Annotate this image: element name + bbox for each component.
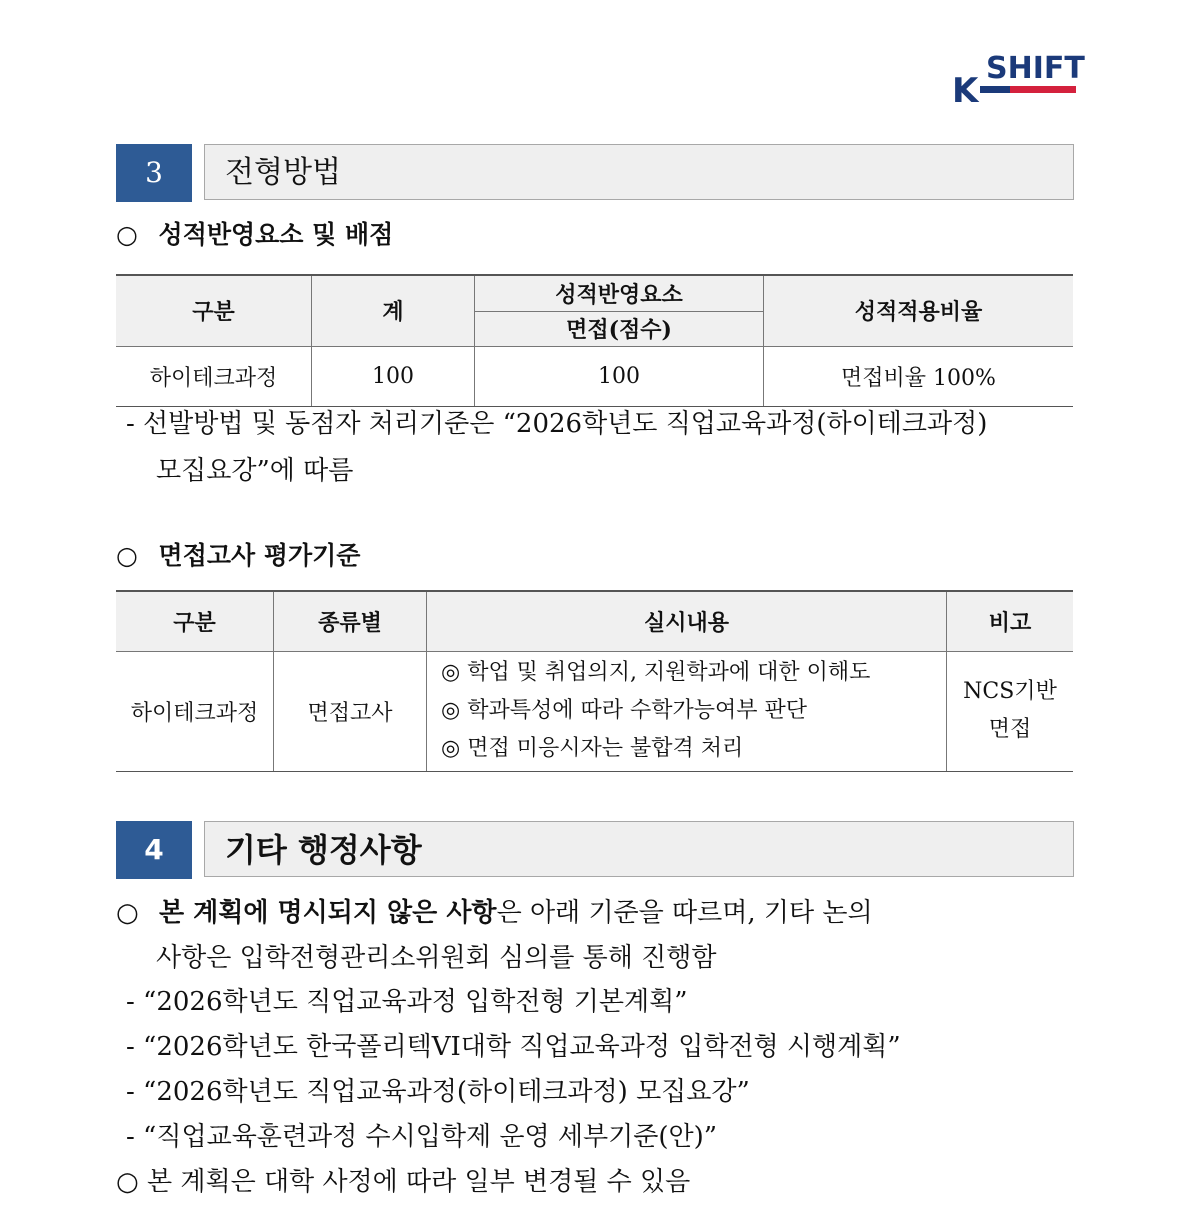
list-item: ◎ 면접 미응시자는 불합격 처리 [441,736,744,761]
sub1-bullet: ○ [116,220,138,249]
s4-ref-4: - “직업교육훈련과정 수시입학제 운영 세부기준(안)” [126,1122,718,1152]
sub2-heading: 면접고사 평가기준 [158,541,361,570]
sub1-heading-line [116,219,393,251]
t2-header-remark: 비고 [947,591,1074,651]
t1-cell-interview: 100 [475,346,764,406]
note1-line2: 모집요강”에 따름 [156,456,354,486]
s4-ref-3: - “2026학년도 직업교육과정(하이테크과정) 모집요강” [126,1077,750,1107]
table-row [116,346,1073,406]
score-table [116,274,1073,407]
logo-shift-text: SHIFT [986,51,1085,86]
section-3-title: 전형방법 [204,144,1074,200]
s4-para2: ○ 본 계획은 대학 사정에 따라 일부 변경될 수 있음 [116,1167,691,1197]
t1-cell-category: 하이테크과정 [116,346,312,406]
t2-header-category: 구분 [116,591,274,651]
section-4-title: 기타 행정사항 [204,821,1074,877]
section-4-number: 4 [116,821,192,879]
kshift-logo [952,51,1085,108]
sub2-heading-line [116,540,360,572]
list-item: ◎ 학과특성에 따라 수학가능여부 판단 [441,698,807,723]
note1-line1: - 선발방법 및 동점자 처리기준은 “2026학년도 직업교육과정(하이테크과정) [126,409,988,439]
s4-para1-line1 [116,897,873,929]
t2-remark-line2: 면접 [988,717,1032,742]
sub2-bullet: ○ [116,541,138,570]
t2-cell-type: 면접고사 [274,651,427,771]
t1-header-category: 구분 [116,275,312,346]
interview-table [116,590,1073,772]
logo-letter-k: K [952,71,979,108]
t1-cell-ratio: 면접비율 100% [764,346,1074,406]
t1-header-ratio: 성적적용비율 [764,275,1074,346]
t1-header-factor: 성적반영요소 [475,275,764,311]
t1-header-total: 계 [312,275,475,346]
t1-header-factor-sub: 면접(점수) [475,311,764,346]
t2-cell-category: 하이테크과정 [116,651,274,771]
s4-para1-bullet: ○ [116,898,139,928]
s4-ref-2: - “2026학년도 한국폴리텍VI대학 직업교육과정 입학전형 시행계획” [126,1032,901,1062]
section-3-number: 3 [116,144,192,202]
t2-remark-line1: NCS기반 [963,679,1057,704]
t2-header-type: 종류별 [274,591,427,651]
list-item: ◎ 학업 및 취업의지, 지원학과에 대한 이해도 [441,660,871,685]
s4-para1-rest: 은 아래 기준을 따르며, 기타 논의 [496,898,873,928]
t2-cell-remark [947,651,1074,771]
t2-header-content: 실시내용 [427,591,947,651]
sub1-heading: 성적반영요소 및 배점 [158,220,394,249]
s4-para1-line2: 사항은 입학전형관리소위원회 심의를 통해 진행함 [156,943,717,973]
t1-cell-total: 100 [312,346,475,406]
s4-ref-1: - “2026학년도 직업교육과정 입학전형 기본계획” [126,987,688,1017]
t2-cell-content [427,651,947,771]
s4-para1-bold: 본 계획에 명시되지 않은 사항 [158,898,497,928]
table-row [116,651,1073,771]
